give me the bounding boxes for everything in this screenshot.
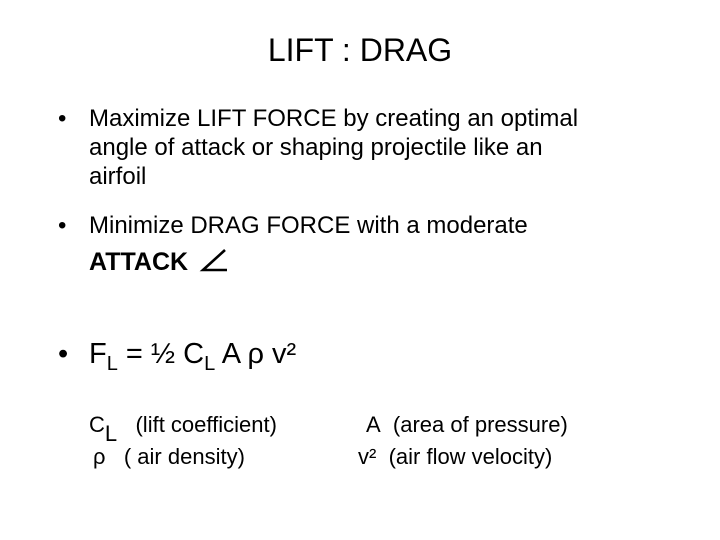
bullet-drag-text [89, 211, 528, 240]
legend-a-symbol: A [366, 412, 381, 437]
bullet-lift-text [89, 104, 578, 191]
legend-cl-text: (lift coefficient) [135, 412, 277, 437]
legend-air-density [93, 441, 245, 473]
legend-area [366, 409, 568, 441]
formula-half-coef: = ½ C [125, 338, 205, 370]
bullet-lift-line-1: Maximize LIFT FORCE by creating an optimal [89, 105, 579, 132]
slide-title: LIFT : DRAG [267, 32, 453, 68]
legend-rho-text: ( air density) [123, 444, 245, 469]
legend-rho-symbol: ρ [93, 444, 106, 469]
formula-lhs: F [89, 338, 107, 370]
bullet-lift-line-2: angle of attack or shaping projectile like an [89, 134, 543, 161]
legend-a-text: (area of pressure) [392, 412, 568, 437]
legend-cl-sub: L [104, 421, 118, 446]
legend-lift-coefficient [89, 409, 277, 446]
attack-emphasis [89, 247, 229, 277]
legend-v2-text: (air flow velocity) [388, 444, 553, 469]
formula-lhs-sub: L [106, 353, 118, 375]
bullet-drag-line-1: Minimize DRAG FORCE with a moderate [89, 212, 528, 239]
legend-cl-symbol: C [89, 412, 105, 437]
bullet-lift-line-3: airfoil [89, 163, 147, 190]
formula-rest: A ρ v² [221, 338, 297, 370]
bullet-marker: • [58, 338, 69, 370]
angle-symbol-icon [199, 248, 229, 272]
formula-coef-sub: L [204, 353, 216, 375]
legend-v2-symbol: v² [358, 444, 377, 469]
legend-velocity [358, 441, 552, 473]
formula-text [89, 336, 297, 375]
bullet-marker: • [58, 212, 67, 239]
attack-label: ATTACK [89, 248, 189, 276]
bullet-marker: • [58, 105, 67, 132]
